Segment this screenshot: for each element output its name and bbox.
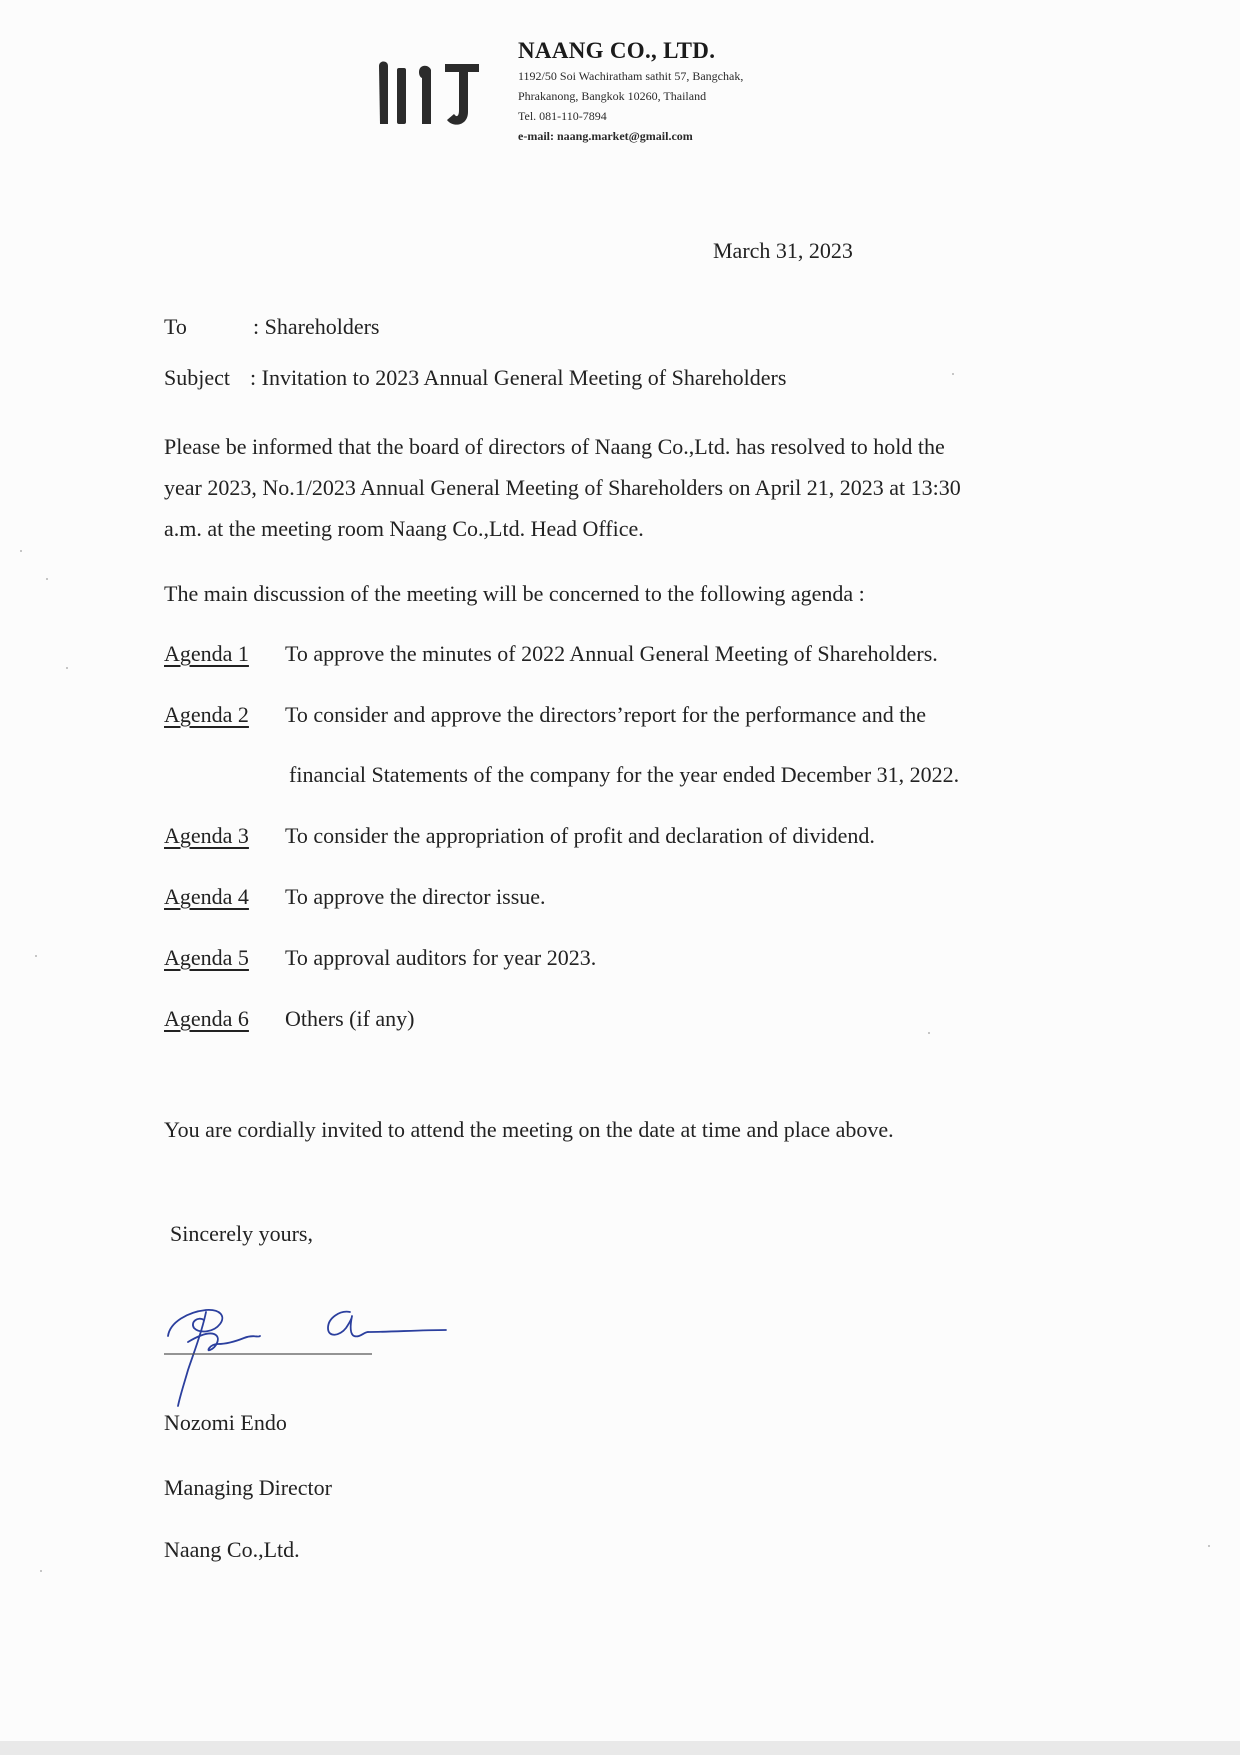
agenda-intro: The main discussion of the meeting will be concerned to the following agenda : <box>164 581 865 606</box>
agenda-text: To consider the appropriation of profit and declaration of dividend. <box>285 823 875 848</box>
agenda-text: Others (if any) <box>285 1006 415 1031</box>
intro-line: a.m. at the meeting room Naang Co.,Ltd. Head Office. <box>164 516 644 541</box>
intro-line: year 2023, No.1/2023 Annual General Meeting of Shareholders on April 21, 2023 at 13:30 <box>164 475 961 500</box>
agenda-text-continuation: financial Statements of the company for the year ended December 31, 2022. <box>289 762 960 787</box>
signer-company: Naang Co.,Ltd. <box>164 1537 300 1562</box>
company-email: e-mail: naang.market@gmail.com <box>518 129 693 143</box>
signer-name: Nozomi Endo <box>164 1410 287 1435</box>
closing-statement: You are cordially invited to attend the meeting on the date at time and place above. <box>164 1117 894 1142</box>
subject-label: Subject <box>164 365 230 390</box>
agenda-text: To approve the director issue. <box>285 884 546 909</box>
salutation: Sincerely yours, <box>170 1221 313 1246</box>
page-bottom-edge <box>0 1741 1240 1755</box>
scan-speck <box>46 578 48 580</box>
scan-speck <box>1208 1545 1210 1547</box>
agenda-label: Agenda 3 <box>164 823 249 848</box>
scan-speck <box>35 955 37 957</box>
company-name: NAANG CO., LTD. <box>518 38 716 63</box>
subject-text: : Invitation to 2023 Annual General Meeting of Shareholders <box>250 365 787 390</box>
company-address-line-2: Phrakanong, Bangkok 10260, Thailand <box>518 89 707 103</box>
handwritten-signature <box>150 1292 450 1422</box>
agenda-label: Agenda 6 <box>164 1006 249 1031</box>
to-label: To <box>164 314 187 339</box>
company-logo <box>375 52 485 130</box>
signer-title: Managing Director <box>164 1475 332 1500</box>
company-address-line-1: 1192/50 Soi Wachiratham sathit 57, Bangchak, <box>518 69 744 83</box>
scan-speck <box>40 1570 42 1572</box>
agenda-text: To approve the minutes of 2022 Annual General Meeting of Shareholders. <box>285 641 938 666</box>
agenda-label: Agenda 5 <box>164 945 249 970</box>
scan-speck <box>20 550 22 552</box>
agenda-label: Agenda 4 <box>164 884 249 909</box>
scan-speck <box>928 1032 930 1034</box>
to-recipient: : Shareholders <box>253 314 380 339</box>
intro-line: Please be informed that the board of directors of Naang Co.,Ltd. has resolved to hold the <box>164 434 945 459</box>
agenda-text: To consider and approve the directors’report for the performance and the <box>285 702 927 727</box>
company-telephone: Tel. 081-110-7894 <box>518 109 607 123</box>
agenda-label: Agenda 2 <box>164 702 249 727</box>
agenda-label: Agenda 1 <box>164 641 249 666</box>
scan-speck <box>952 373 954 375</box>
agenda-text: To approval auditors for year 2023. <box>285 945 597 970</box>
letter-date: March 31, 2023 <box>713 238 853 263</box>
scan-speck <box>66 667 68 669</box>
